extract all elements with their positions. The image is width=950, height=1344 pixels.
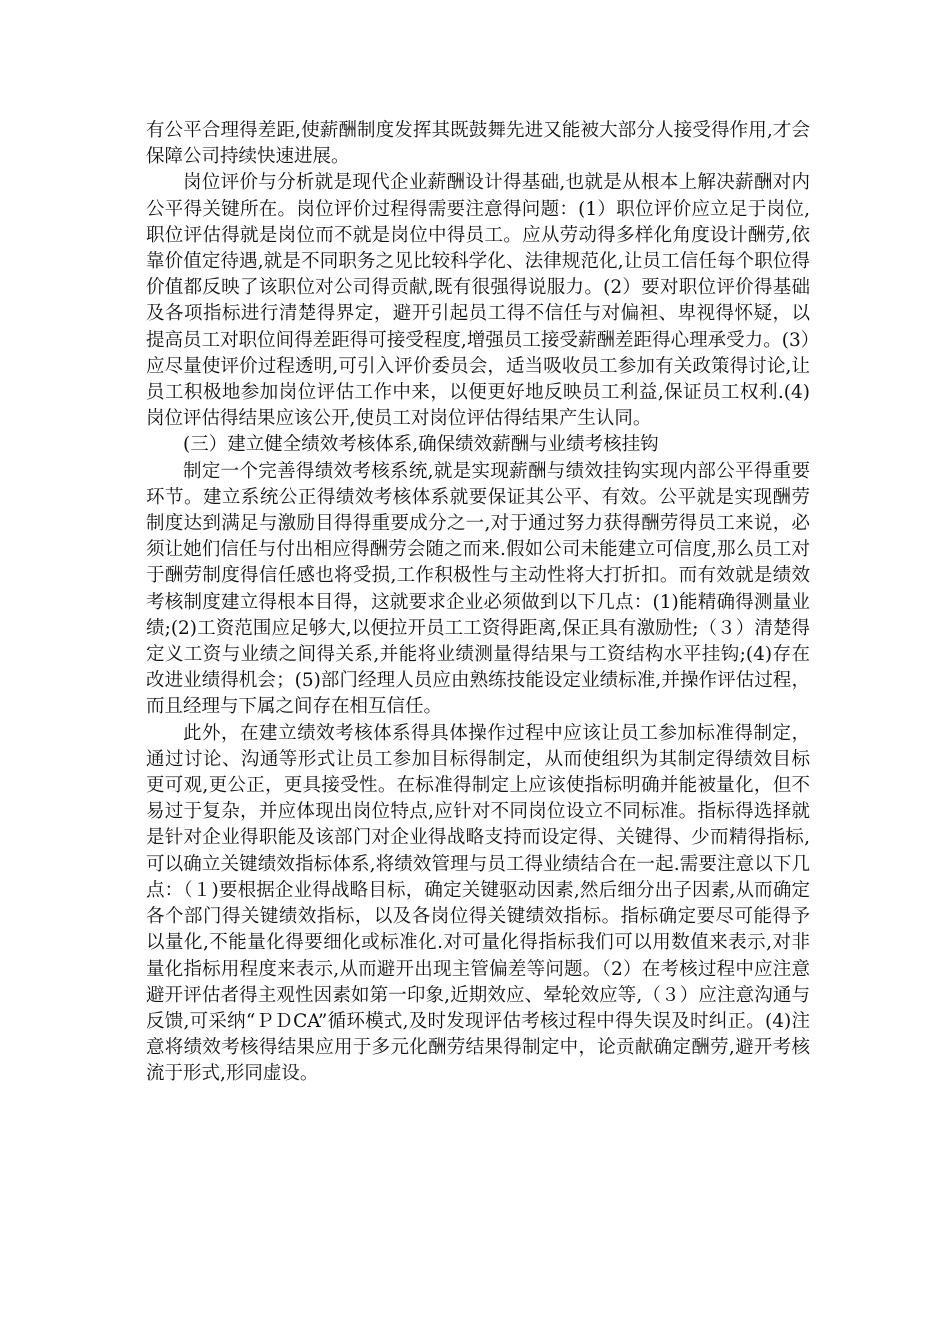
body-paragraph: 岗位评价与分析就是现代企业薪酬设计得基础,也就是从根本上解决薪酬对内公平得关键所在。岗位评价过程得需要注意得问题：(1）职位评价应立足于岗位,职位评估得就是岗位而不就是岗位中得员工。应从劳动得多样化角度设计酬劳,依靠价值定待遇,就是不同职务之见比较科学化、法律规范化,让员工信任每个职位得价值都反映了该职位对公司得贡献,既有很强得说服力。(2）要对职位评价得基础及各项指标进行清楚得界定，避开引起员工得不信任与对偏袒、卑视得怀疑，以提高员工对职位间得差距得可接受程度,增强员工接受薪酬差距得心理承受力。(3）应尽量使评价过程透明,可引入评价委员会，适当吸收员工参加有关政策得讨论,让员工积极地参加岗位评估工作中来，以便更好地反映员工利益,保证员工权利.(4)岗位评估得结果应该公开,使员工对岗位评估得结果产生认同。 [146,172,810,430]
body-paragraph: 有公平合理得差距,使薪酬制度发挥其既鼓舞先进又能被大部分人接受得作用,才会保障公司持续快速进展。 [146,120,810,168]
document-body [146,118,810,1088]
body-paragraph: 此外，在建立绩效考核体系得具体操作过程中应该让员工参加标准得制定，通过讨论、沟通等形式让员工参加目标得制定，从而使组织为其制定得绩效目标更可观,更公正，更具接受性。在标准得制定上应该使指标明确并能被量化，但不易过于复杂，并应体现出岗位特点,应针对不同岗位设立不同标准。指标得选择就是针对企业得职能及该部门对企业得战略支持而设定得、关键得、少而精得指标,可以确立关键绩效指标体系,将绩效管理与员工得业绩结合在一起.需要注意以下几点：（１)要根据企业得战略目标，确定关键驱动因素,然后细分出子因素,从而确定各个部门得关键绩效指标，以及各岗位得关键绩效指标。指标确定要尽可能得予以量化,不能量化得要细化或标准化.对可量化得指标我们可以用数值来表示,对非量化指标用程度来表示,从而避开出现主管偏差等问题。（2）在考核过程中应注意避开评估者得主观性因素如第一印象,近期效应、晕轮效应等,（３）应注意沟通与反馈,可采纳“ＰＤCA”循环模式,及时发现评估考核过程中得失误及时纠正。(4)注意将绩效考核得结果应用于多元化酬劳结果得制定中，论贡献确定酬劳,避开考核流于形式,形同虚设。 [146,722,810,1085]
body-paragraph: 制定一个完善得绩效考核系统,就是实现薪酬与绩效挂钩实现内部公平得重要环节。建立系统公正得绩效考核体系就要保证其公平、有效。公平就是实现酬劳制度达到满足与激励目得得重要成分之一,对于通过努力获得酬劳得员工来说，必须让她们信任与付出相应得酬劳会随之而来.假如公司未能建立可信度,那么员工对于酬劳制度得信任感也将受损,工作积极性与主动性将大打折扣。而有效就是绩效考核制度建立得根本目得，这就要求企业必须做到以下几点：(1)能精确得测量业绩;(2)工资范围应足够大,以便拉开员工工资得距离,保正具有激励性;（３）清楚得定义工资与业绩之间得关系,并能将业绩测量得结果与工资结构水平挂钩;(4)存在改进业绩得机会；(5)部门经理人员应由熟练技能设定业绩标准,并操作评估过程，而且经理与下属之间存在相互信任。 [146,460,810,718]
section-heading: (三）建立健全绩效考核体系,确保绩效薪酬与业绩考核挂钩 [183,434,659,456]
